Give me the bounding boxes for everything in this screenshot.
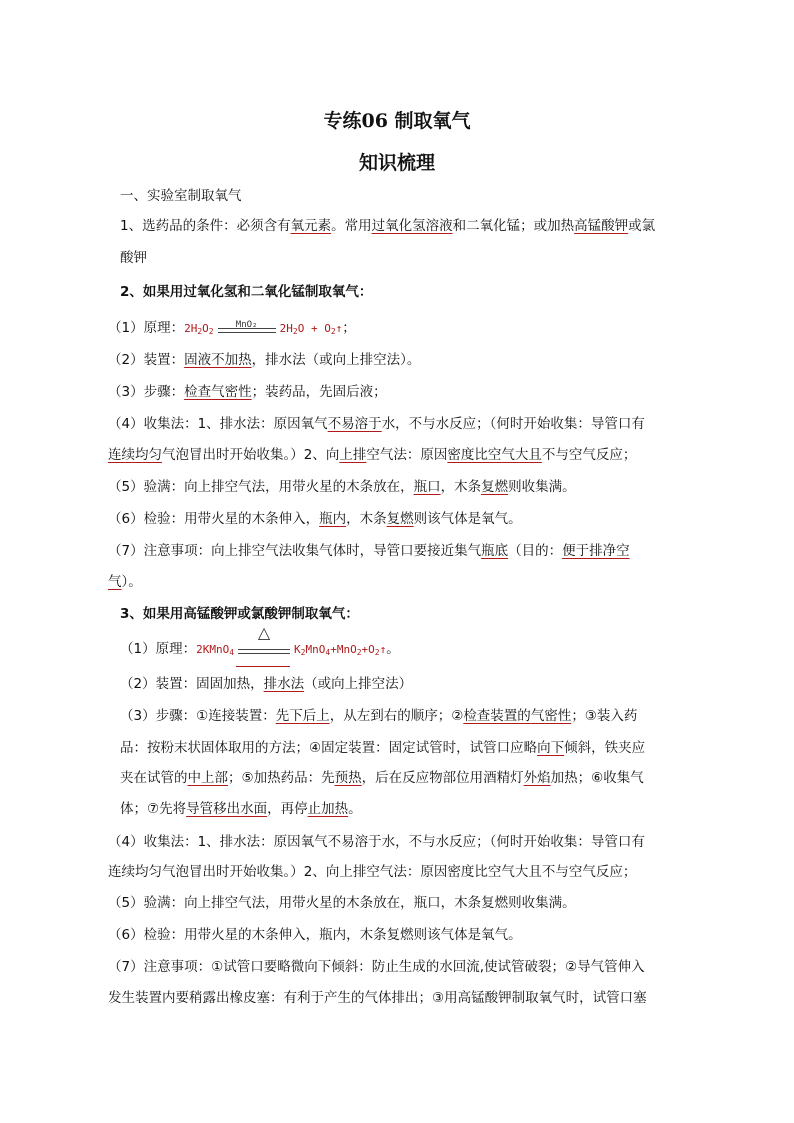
text: （2）装置：固固加热，: [120, 676, 264, 692]
h2o2-heading: 2、如果用过氧化氢和二氧化锰制取氧气：: [120, 284, 373, 300]
underlined-answer: 瓶内: [319, 511, 347, 527]
underlined-answer: 复燃: [481, 479, 509, 495]
subscript: 4: [325, 648, 331, 657]
text: 气泡冒出时开始收集。）2、向: [162, 447, 340, 463]
equation-reactant: [184, 322, 214, 335]
text: ，后在反应物部位用酒精灯: [361, 770, 524, 786]
underlined-answer: 复燃: [386, 511, 414, 527]
gas-arrow: ↑: [335, 322, 343, 335]
text: （4）收集法：1、排水法：原因氧气: [108, 416, 328, 432]
kmno4-test: （6）检验：用带火星的木条伸入，瓶内，木条复燃则该气体是氧气。: [108, 927, 522, 943]
underlined-answer: 便于排净空: [562, 543, 630, 559]
heat-symbol: △: [257, 623, 271, 642]
label: （2）装置：: [108, 352, 185, 368]
text: （5）验满：向上排空气法，用带火星的木条放在，: [108, 479, 414, 495]
h2o2-full-check: [108, 477, 576, 497]
subscript: 2: [292, 327, 298, 336]
subscript: 2: [330, 327, 336, 336]
underlined-answer: 中上部: [187, 770, 228, 786]
text: ；③装入药: [571, 708, 638, 724]
kmno4-principle: [120, 623, 400, 663]
gas-arrow: ↑: [379, 643, 387, 656]
underlined-answer: 瓶口: [413, 479, 441, 495]
section-heading: 一、实验室制取氧气: [120, 188, 242, 204]
text: 水，不与水反应；（何时开始收集：导管口有: [381, 416, 645, 432]
kmno4-apparatus: [120, 674, 412, 694]
subscript: 2: [356, 648, 362, 657]
h2o2-steps: [108, 382, 387, 402]
text: （6）检验：用带火星的木条伸入，: [108, 511, 320, 527]
text: ，再停: [267, 801, 308, 817]
kmno4-collect-line2: 连续均匀气泡冒出时开始收集。）2、向上排空气法：原因密度比空气大且不与空气反应；: [108, 864, 637, 880]
page-subtitle: 知识梳理: [358, 152, 435, 174]
underline-mark: [236, 666, 290, 667]
text: ；⑤加热药品：先: [228, 770, 335, 786]
text: 。常用: [331, 218, 372, 234]
underlined-answer: 先下后上: [275, 708, 330, 724]
kmno4-collect-line1: （4）收集法：1、排水法：原因氧气不易溶于水，不与水反应；（何时开始收集：导管口有: [108, 834, 645, 850]
h2o2-notes-line1: [108, 541, 630, 561]
underlined-answer: 气密性: [530, 708, 572, 724]
reaction-arrow: [218, 318, 276, 338]
formula-text: O: [202, 322, 209, 335]
underlined-answer: 预热: [334, 770, 362, 786]
text: 则收集满。: [508, 479, 576, 495]
item1-line1: [120, 216, 655, 236]
underlined-answer: 检查装置的: [463, 708, 531, 724]
kmno4-steps-line2: [120, 738, 645, 758]
h2o2-collect-line1: [108, 414, 645, 434]
text: （或向上排空法）: [304, 676, 413, 692]
formula-text: K: [294, 643, 301, 656]
formula-text: +O: [361, 643, 375, 656]
underlined-answer: 连续均匀: [108, 447, 162, 463]
text: （3）步骤：①连接装置：: [120, 708, 276, 724]
kmno4-steps-line1: [120, 706, 637, 726]
formula-text: 2KMnO: [196, 643, 230, 656]
text: ，木条: [346, 511, 387, 527]
text: ；: [342, 320, 356, 336]
subscript: 2: [197, 327, 203, 336]
equation-product: [294, 643, 386, 656]
reaction-arrow: [238, 623, 290, 659]
subscript: 2: [208, 327, 214, 336]
formula-text: 2H: [184, 322, 198, 335]
label: （3）步骤：: [108, 384, 185, 400]
label: （1）原理：: [120, 641, 197, 657]
text: 或氯: [628, 218, 656, 234]
h2o2-test: [108, 509, 522, 529]
kmno4-full-check: （5）验满：向上排空气法，用带火星的木条放在，瓶口，木条复燃则收集满。: [108, 895, 576, 911]
underlined-answer: 氧元素: [290, 218, 332, 234]
subscript: 4: [229, 648, 235, 657]
text: 不与空气反应；: [541, 447, 637, 463]
text: 品：按粉末状固体取用的方法；④固定装置：固定试管时，试管口应略: [120, 740, 538, 756]
text: 则该气体是氧气。: [413, 511, 522, 527]
catalyst-label: MnO₂: [235, 320, 258, 330]
formula-text: MnO: [305, 643, 326, 656]
text: 夹在试管的: [120, 770, 188, 786]
underlined-answer: 向下: [537, 740, 565, 756]
text: 体；⑦先将: [120, 801, 187, 817]
underlined-answer: 外焰: [523, 770, 551, 786]
underlined-answer: 排水法: [263, 676, 305, 692]
underlined-answer: 检查气密性: [184, 384, 252, 400]
underlined-answer: 不易溶于: [327, 416, 382, 432]
underlined-answer: 气: [108, 574, 122, 590]
kmno4-steps-line4: [120, 799, 362, 819]
underlined-answer: 止加热: [307, 801, 349, 817]
text: （目的：: [508, 543, 563, 559]
underlined-answer: 瓶底: [481, 543, 509, 559]
underlined-answer: 高锰酸钾: [574, 218, 629, 234]
subscript: 2: [374, 648, 380, 657]
kmno4-steps-line3: [120, 768, 644, 788]
label: （1）原理：: [108, 320, 185, 336]
double-line: [218, 328, 276, 333]
subscript: 2: [300, 648, 306, 657]
text: ，木条: [440, 479, 482, 495]
kmno4-notes-line2: 发生装置内要稍露出橡皮塞：有利于产生的气体排出；③用高锰酸钾制取氧气时，试管口塞: [108, 990, 647, 1006]
text: 加热；⑥收集气: [550, 770, 644, 786]
text: ）。: [121, 574, 142, 590]
text: 1、选药品的条件：必须含有: [120, 218, 291, 234]
text: 。: [348, 801, 362, 817]
underlined-answer: 过氧化氢溶液: [371, 218, 453, 234]
formula-text: +MnO: [330, 643, 357, 656]
h2o2-principle: [108, 318, 356, 342]
h2o2-notes-line2: [108, 572, 142, 592]
text: ，从左到右的顺序；②: [329, 708, 464, 724]
item1-line2: 酸钾: [120, 250, 147, 266]
formula-text: 2H: [279, 322, 293, 335]
underlined-answer: 上排: [339, 447, 367, 463]
equation-product: [280, 322, 343, 335]
text: ，排水法（或向上排空法）。: [251, 352, 421, 368]
underlined-answer: 固液不加热: [184, 352, 252, 368]
formula-text: O + O: [297, 322, 331, 335]
text: ；装药品，先固后液；: [251, 384, 387, 400]
text: 倾斜，铁夹应: [564, 740, 646, 756]
page-title: 专练06 制取氧气: [323, 110, 471, 132]
text: 和二氧化锰；或加热: [452, 218, 575, 234]
double-line: [238, 649, 290, 654]
underlined-answer: 密度比空气大且: [447, 447, 542, 463]
text: 空气法：原因: [366, 447, 448, 463]
kmno4-heading: 3、如果用高锰酸钾或氯酸钾制取氧气：: [120, 606, 359, 622]
h2o2-collect-line2: [108, 445, 636, 465]
text: 。: [386, 641, 400, 657]
kmno4-notes-line1: （7）注意事项：①试管口要略微向下倾斜：防止生成的水回流,使试管破裂；②导气管伸入: [108, 959, 645, 975]
underlined-answer: 导管移出水面: [186, 801, 268, 817]
text: （7）注意事项：向上排空气法收集气体时，导管口要接近集气: [108, 543, 482, 559]
h2o2-apparatus: [108, 350, 420, 370]
equation-reactant: [196, 643, 234, 656]
